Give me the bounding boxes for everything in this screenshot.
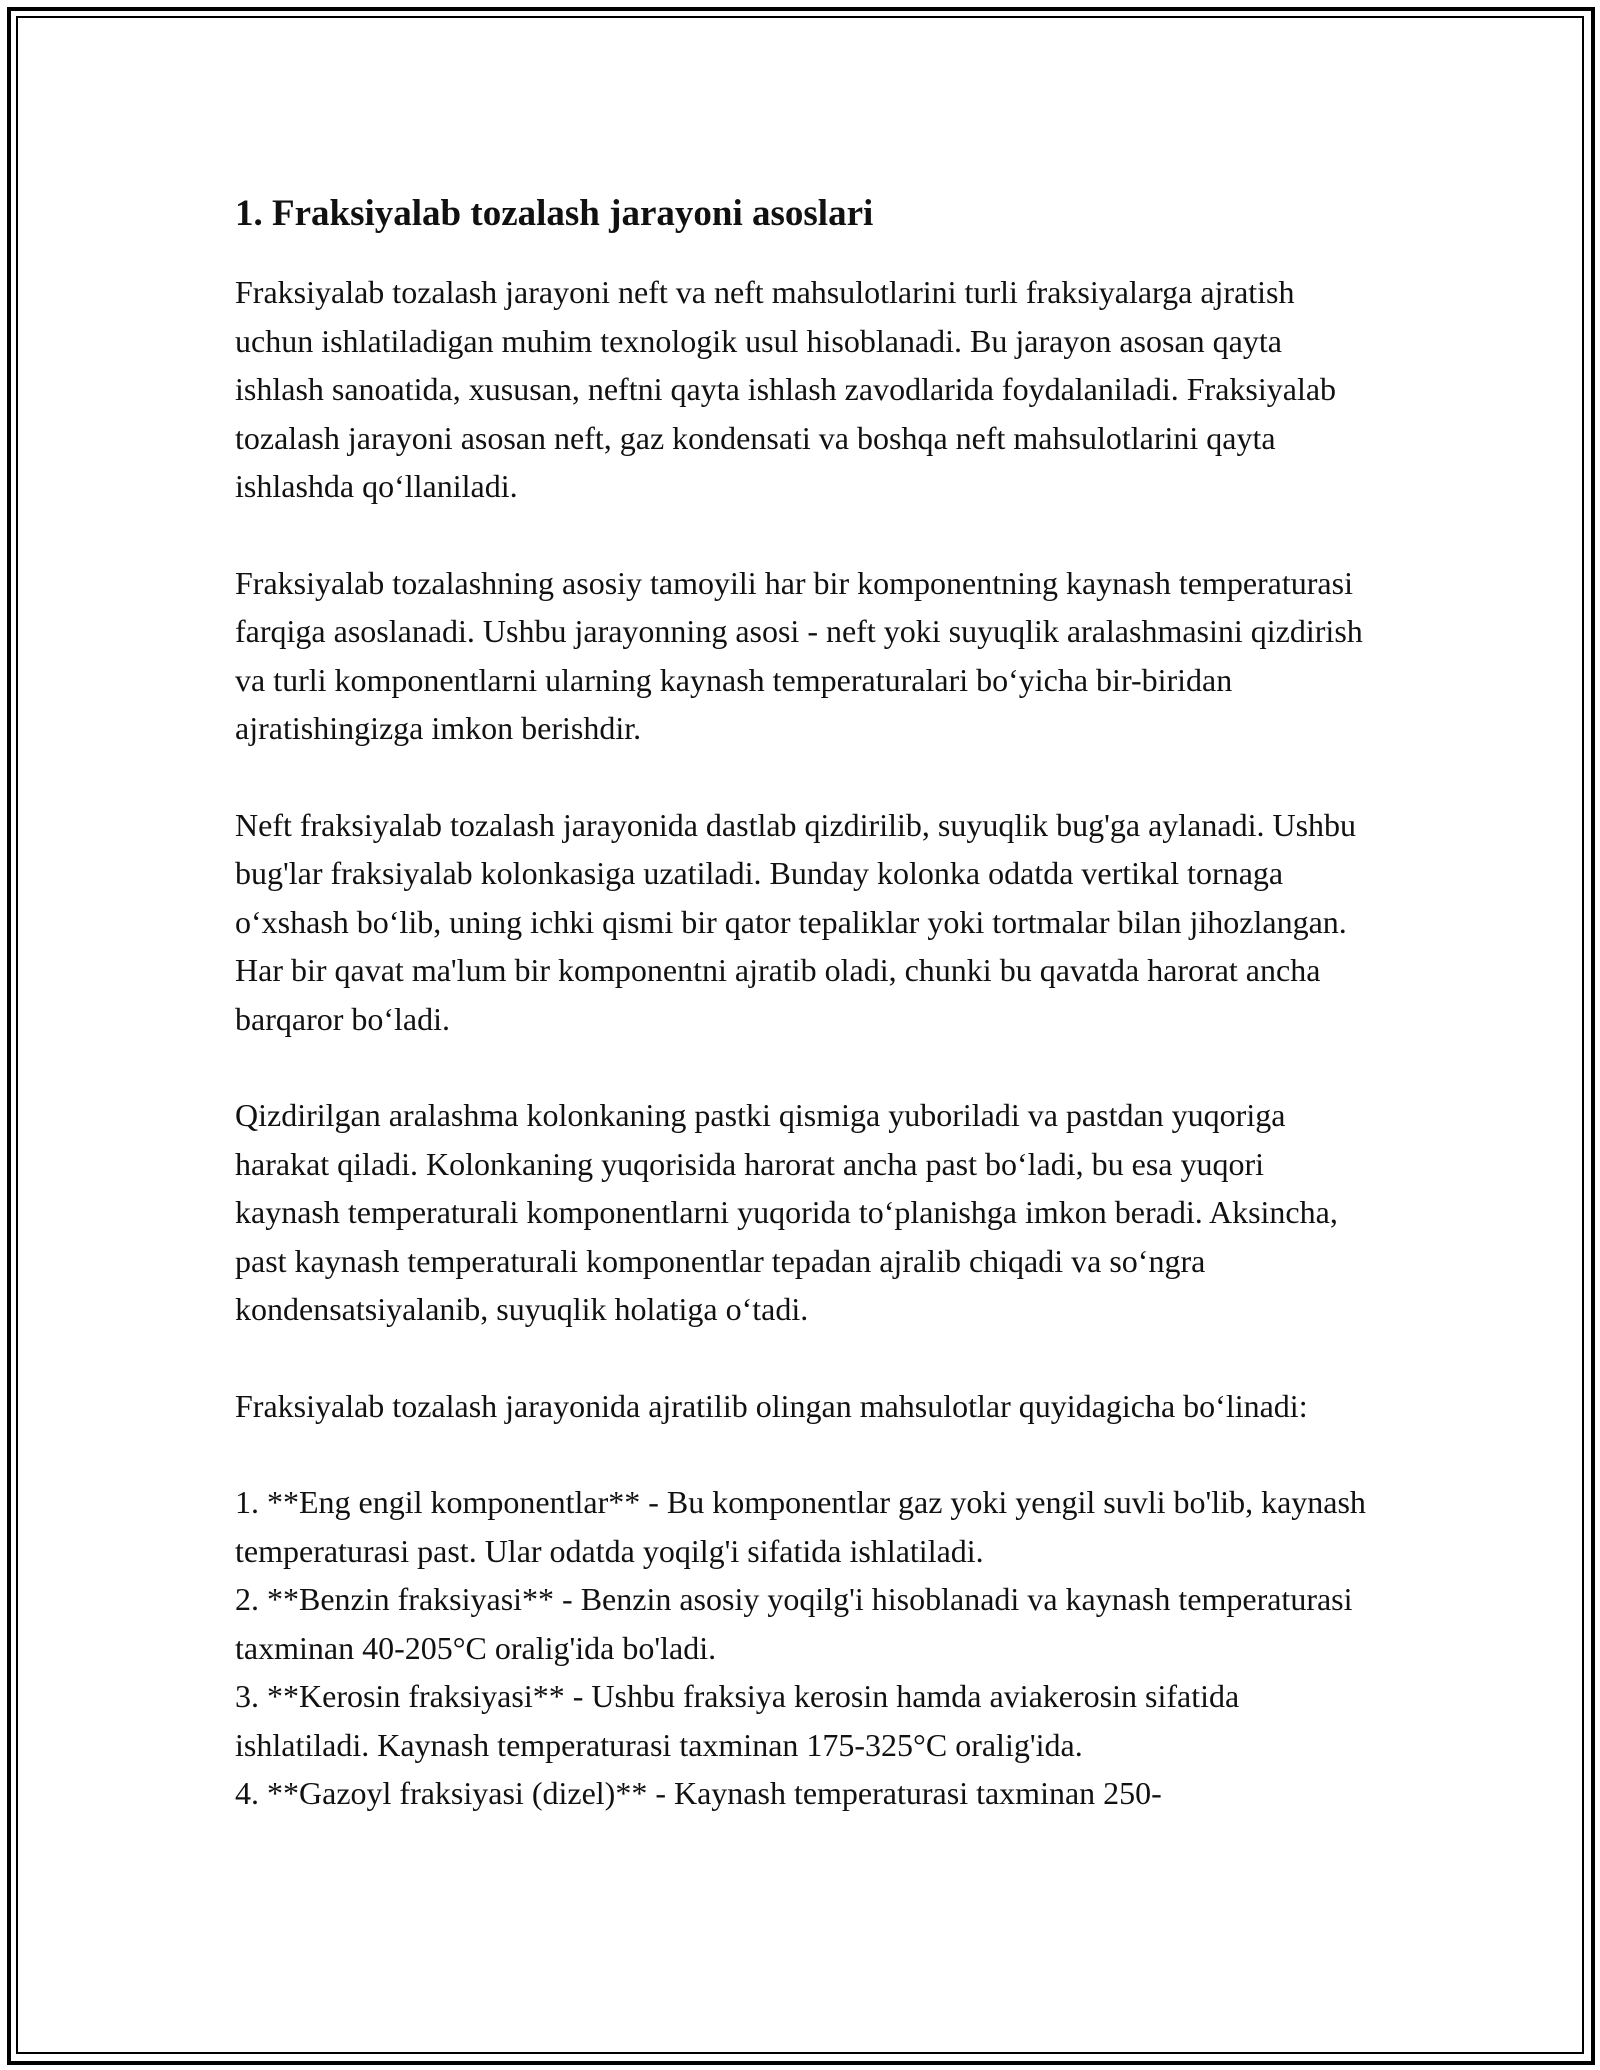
section-heading: 1. Fraksiyalab tozalash jarayoni asoslari [235,193,874,234]
fraction-list [235,1478,1375,1818]
paragraph-products-intro: Fraksiyalab tozalash jarayonida ajratilib olingan mahsulotlar quyidagicha boʻlinadi: [235,1387,1308,1424]
list-item: 2. **Benzin fraksiyasi** - Benzin asosiy yoqilg'i hisoblanadi va kaynash temperaturasi taxminan 40-205°C oralig'ida bo'ladi. [235,1581,1353,1666]
document-body [235,188,1375,1818]
paragraph-flow: Qizdirilgan aralashma kolonkaning pastki qismiga yuboriladi va pastdan yuqoriga harakat qiladi. Kolonkaning yuqorisida harorat ancha past boʻladi, bu esa yuqori kaynash temperaturali komponentlarni yuqorida toʻplanishga imkon beradi. Aksincha, past kaynash temperaturali komponentlar tepadan ajralib chiqadi va soʻngra kondensatsiyalanib, suyuqlik holatiga oʻtadi. [235,1097,1338,1327]
list-item: 3. **Kerosin fraksiyasi** - Ushbu fraksiya kerosin hamda aviakerosin sifatida ishlatiladi. Kaynash temperaturasi taxminan 175-325°C oralig'ida. [235,1678,1240,1763]
list-item: 4. **Gazoyl fraksiyasi (dizel)** - Kaynash temperaturasi taxminan 250- [235,1775,1162,1811]
list-item: 1. **Eng engil komponentlar** - Bu komponentlar gaz yoki yengil suvli bo'lib, kaynash temperaturasi past. Ular odatda yoqilg'i sifatida ishlatiladi. [235,1484,1366,1569]
paragraph-principle: Fraksiyalab tozalashning asosiy tamoyili har bir komponentning kaynash temperaturasi farqiga asoslanadi. Ushbu jarayonning asosi - neft yoki suyuqlik aralashmasini qizdirish va turli komponentlarni ularning kaynash temperaturalari boʻyicha bir-biridan ajratishingizga imkon berishdir. [235,564,1363,746]
paragraph-intro: Fraksiyalab tozalash jarayoni neft va neft mahsulotlarini turli fraksiyalarga ajratish uchun ishlatiladigan muhim texnologik usul hisoblanadi. Bu jarayon asosan qayta ishlash sanoatida, xususan, neftni qayta ishlash zavodlarida foydalaniladi. Fraksiyalab tozalash jarayoni asosan neft, gaz kondensati va boshqa neft mahsulotlarini qayta ishlashda qoʻllaniladi. [235,274,1337,504]
paragraph-column: Neft fraksiyalab tozalash jarayonida dastlab qizdirilib, suyuqlik bug'ga aylanadi. Ushbu bug'lar fraksiyalab kolonkasiga uzatiladi. Bunday kolonka odatda vertikal tornaga oʻxshash boʻlib, uning ichki qismi bir qator tepaliklar yoki tortmalar bilan jihozlangan. Har bir qavat ma'lum bir komponentni ajratib oladi, chunki bu qavatda harorat ancha barqaror boʻladi. [235,806,1357,1037]
